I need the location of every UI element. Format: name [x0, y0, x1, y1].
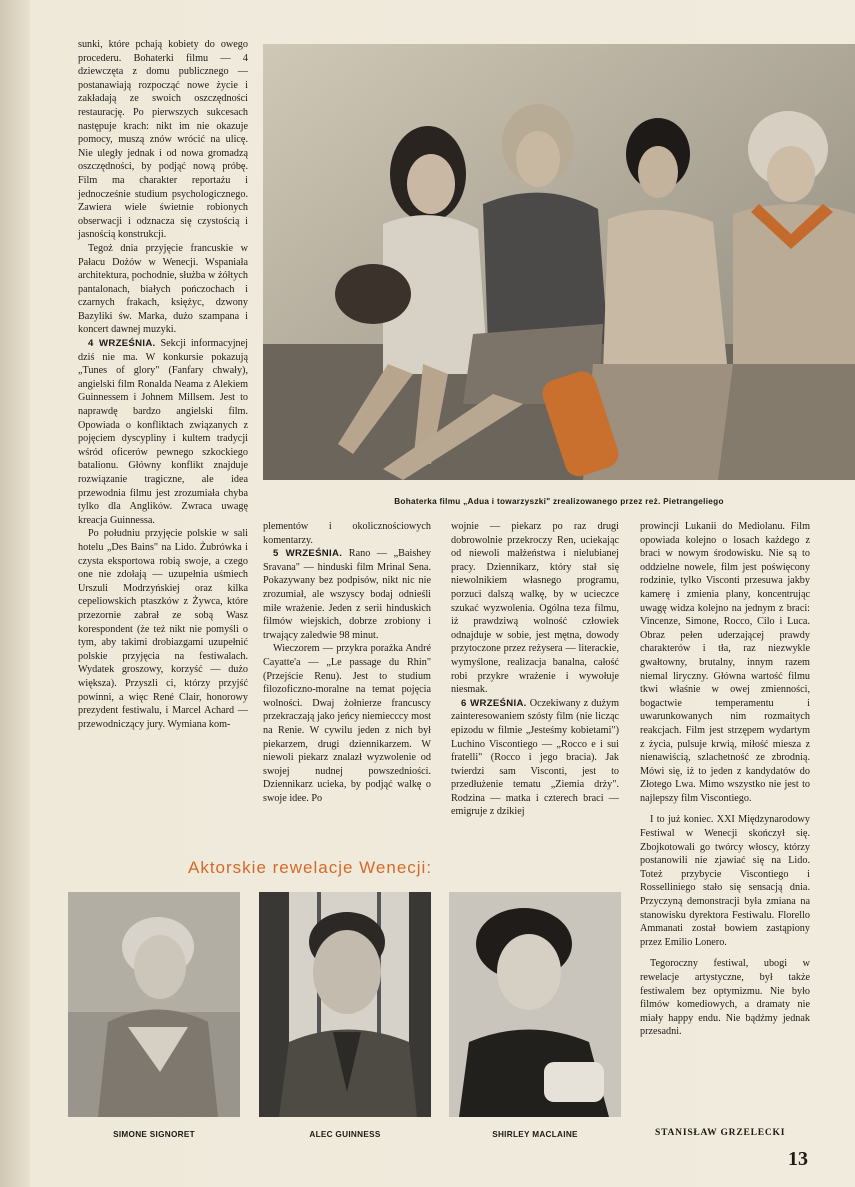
film-still-photo — [263, 44, 855, 480]
portrait-caption: ALEC GUINNESS — [309, 1130, 381, 1139]
paragraph-sept-5: 5 WRZEŚNIA. Rano — „Baishey Sravana" — hinduski film Mrinal Sena. Pokazywany bez podpisów, nikt nic nie zrozumiał, ale wszyscy bodaj odnieśli miłe wrażenie. Jeden z serii hinduskich filmów wiejskich, dobrze zrobiony i trwający zaledwie 98 minut. — [263, 548, 431, 641]
paragraph: plementów i okolicznościowych komentarzy. — [263, 521, 431, 546]
portrait-illustration — [259, 892, 431, 1117]
paragraph: prowincji Lukanii do Mediolanu. Film opowiada kolejno o losach każdego z braci w nowym środowisku. Nie są to oddzielne nowele, film jest poświęcony rodzinie, tylko Visconti przesuwa jakby kamerę i zmienia plany, koncentrując uwagę widza kolejno na jednym z braci: Vincenze, Simone, Rocco, Cilo i Luca. Obraz pełen uderzającej prawdy charakterów i tła, raz niezwykle gwałtowny, brutalny, innym razem niemal liryczny. Główna wartość filmu tkwi właśnie w owej zmienności, bogactwie temperamentu i uwarunkowanych nim rozmaitych reakcjach. Film jest strzępem wydartym z życia, pulsuje krwią, miłość miesza z nienawiścią, szlachetność ze zbrodnią. Mówi się, iż to jeden z kandydatów do Złotego Lwa. Mimo wszystko nie jest to najlepszy film Viscontiego. — [640, 521, 810, 804]
date-label: 5 WRZEŚNIA. — [273, 548, 343, 560]
paragraph: I to już koniec. XXI Międzynarodowy Festiwal w Wenecji skończył się. Zbojkotowali go twórcy włoscy, którzy postanowili nie zjawiać się na Lido. Toteż przybycie Viscontiego i Rosselliniego stało się sensacją dnia. Przyczyną demonstracji była zmiana na stanowisku dyrektora Festiwalu. Florello Ammanati został bowiem zastąpiony przez Emilio Lonero. — [640, 814, 810, 948]
portrait-photo-maclaine — [449, 892, 621, 1117]
portrait-photo-signoret — [68, 892, 240, 1117]
paragraph: Tegoż dnia przyjęcie francuskie w Pałacu Dożów w Wenecji. Wspaniała architektura, pochodnie, służba w żółtych pantalonach, białych pończochach i czarnych frakach, księżyc, dzwony Bazyliki św. Marka, dużo szampana i koncert dawnej muzyki. — [78, 242, 248, 336]
article-column-4 — [640, 520, 810, 1039]
date-label: 4 WRZEŚNIA. — [88, 338, 156, 350]
portrait-caption: SHIRLEY MACLAINE — [492, 1130, 578, 1139]
paragraph: Wieczorem — przykra porażka André Cayatte'a — „Le passage du Rhin" (Przejście Renu). Jest to studium filozoficzno-moralne na temat pojęcia wolności. Dwaj żołnierze francuscy przekraczają jako jeńcy niemiecccy most na Renie. W cywilu jeden z nich był piekarzem, drugi dziennikarzem. W niewoli piekarz znalazł wyzwolenie od swojej nudnej powszedniości. Dziennikarz ucieka, by podjąć walkę o swoje idee. Po — [263, 643, 431, 804]
paragraph: wojnie — piekarz po raz drugi dobrowolnie przekroczy Ren, uciekając od niewoli małżeństwa i nielubianej pracy. Dziennikarz, który stał się niewolnikiem własnego programu, porzuci dalszą walkę, by w ucieczce szukać wyzwolenia. Ogólna teza filmu, iż prawdziwą wolność człowiek odnajduje w sobie, jest mętna, dowody przytoczone przez reżysera — literackie, wymyślone, realizacja banalna, całość robi przykre wrażenie i wywołuje niesmak. — [451, 521, 619, 696]
paragraph: Po południu przyjęcie polskie w sali hotelu „Des Bains" na Lido. Żubrówka i czysta eksportowa robią swoje, a czego one nie zdołają — uzupełnia uśmiech Urszuli Modrzyńskiej oraz kilka cepeliowskich ptaszków z Żywca, które przezornie zabrał ze sobą Wasz korespondent (że też nikt nie pomyśli o tym, aby takimi drobiazgami uzupełnić polskie przyjęcia na festiwalach. Wydatek groszowy, korzyść — dużo większa). Przyszli ci, którzy przyjść powinni, a więc René Clair, honorowy prezydent festiwalu, i Marcel Achard — przewodniczący jury. Wymiana kom- — [78, 528, 248, 730]
portrait-caption: SIMONE SIGNORET — [113, 1130, 195, 1139]
portrait-illustration — [68, 892, 240, 1117]
portrait-photo-guinness — [259, 892, 431, 1117]
author-signature: STANISŁAW GRZELECKI — [655, 1128, 786, 1138]
page-fold-shadow — [0, 0, 30, 1187]
date-label: 6 WRZEŚNIA. — [461, 697, 527, 709]
paragraph: Tegoroczny festiwal, ubogi w rewelacje artystyczne, był także festiwalem bez optymizmu. Nie było filmów komediowych, a dramaty nie miały happy endu. Nie bądźmy jednak przesadni. — [640, 958, 810, 1038]
paragraph-sept-6: 6 WRZEŚNIA. Oczekiwany z dużym zainteresowaniem szósty film (nie licząc epizodu w filmie „Jesteśmy kobietami") Luchino Viscontiego — „Rocco e i sui fratelli" (Rocco i jego bracia). Jak twierdzi sam Visconti, jest to przedłużenie tematu „Ziemia drży". Rodzina — matka i czterech braci — emigruje z dzikiej — [451, 697, 619, 818]
paragraph: sunki, które pchają kobiety do owego procederu. Bohaterki filmu — 4 dziewczęta z domu publicznego — postanawiają rozpocząć nowe życie i zakładają ze swoich oszczędności restaurację. Po pierwszych sukcesach następuje krach: nikt im nie okazuje pomocy, muszą znów wrócić na ulicę. Nie uległy jednak i od nowa gromadzą oszczędności, by podjąć nową próbę. Film ma charakter reportażu i jednocześnie studium psychologicznego. Zawiera wiele świetnie robionych obserwacji i odznacza się czystością i jasnością konstrukcji. — [78, 39, 248, 241]
article-column-2 — [263, 520, 431, 805]
article-column-3 — [451, 520, 619, 819]
paragraph-sept-4: 4 WRZEŚNIA. Sekcji informacyjnej dziś nie ma. W konkursie pokazują „Tunes of glory" (Fanfary chwały), angielski film Ronalda Neama z Alekiem Guinnessem i Johnem Millsem. Jest to naprawdę bardzo angielski film. Opowiada o konfliktach związanych z pojęciem dyscypliny i kultem tradycji wśród oficerów pewnego szkockiego batalionu. Główny konflikt znajduje rozwiązanie tragiczne, ale idea przewodnia filmu jest zrozumiała chyba tylko dla Anglików. Zwraca uwagę kreacja Guinnessa. — [78, 338, 248, 526]
film-still-illustration — [263, 44, 855, 480]
article-column-1 — [78, 38, 248, 731]
page-number: 13 — [788, 1148, 808, 1170]
top-photo-caption: Bohaterka filmu „Adua i towarzyszki" zrealizowanego przez reż. Pietrangeliego — [394, 497, 724, 506]
portrait-illustration — [449, 892, 621, 1117]
section-heading: Aktorskie rewelacje Wenecji: — [188, 858, 433, 877]
